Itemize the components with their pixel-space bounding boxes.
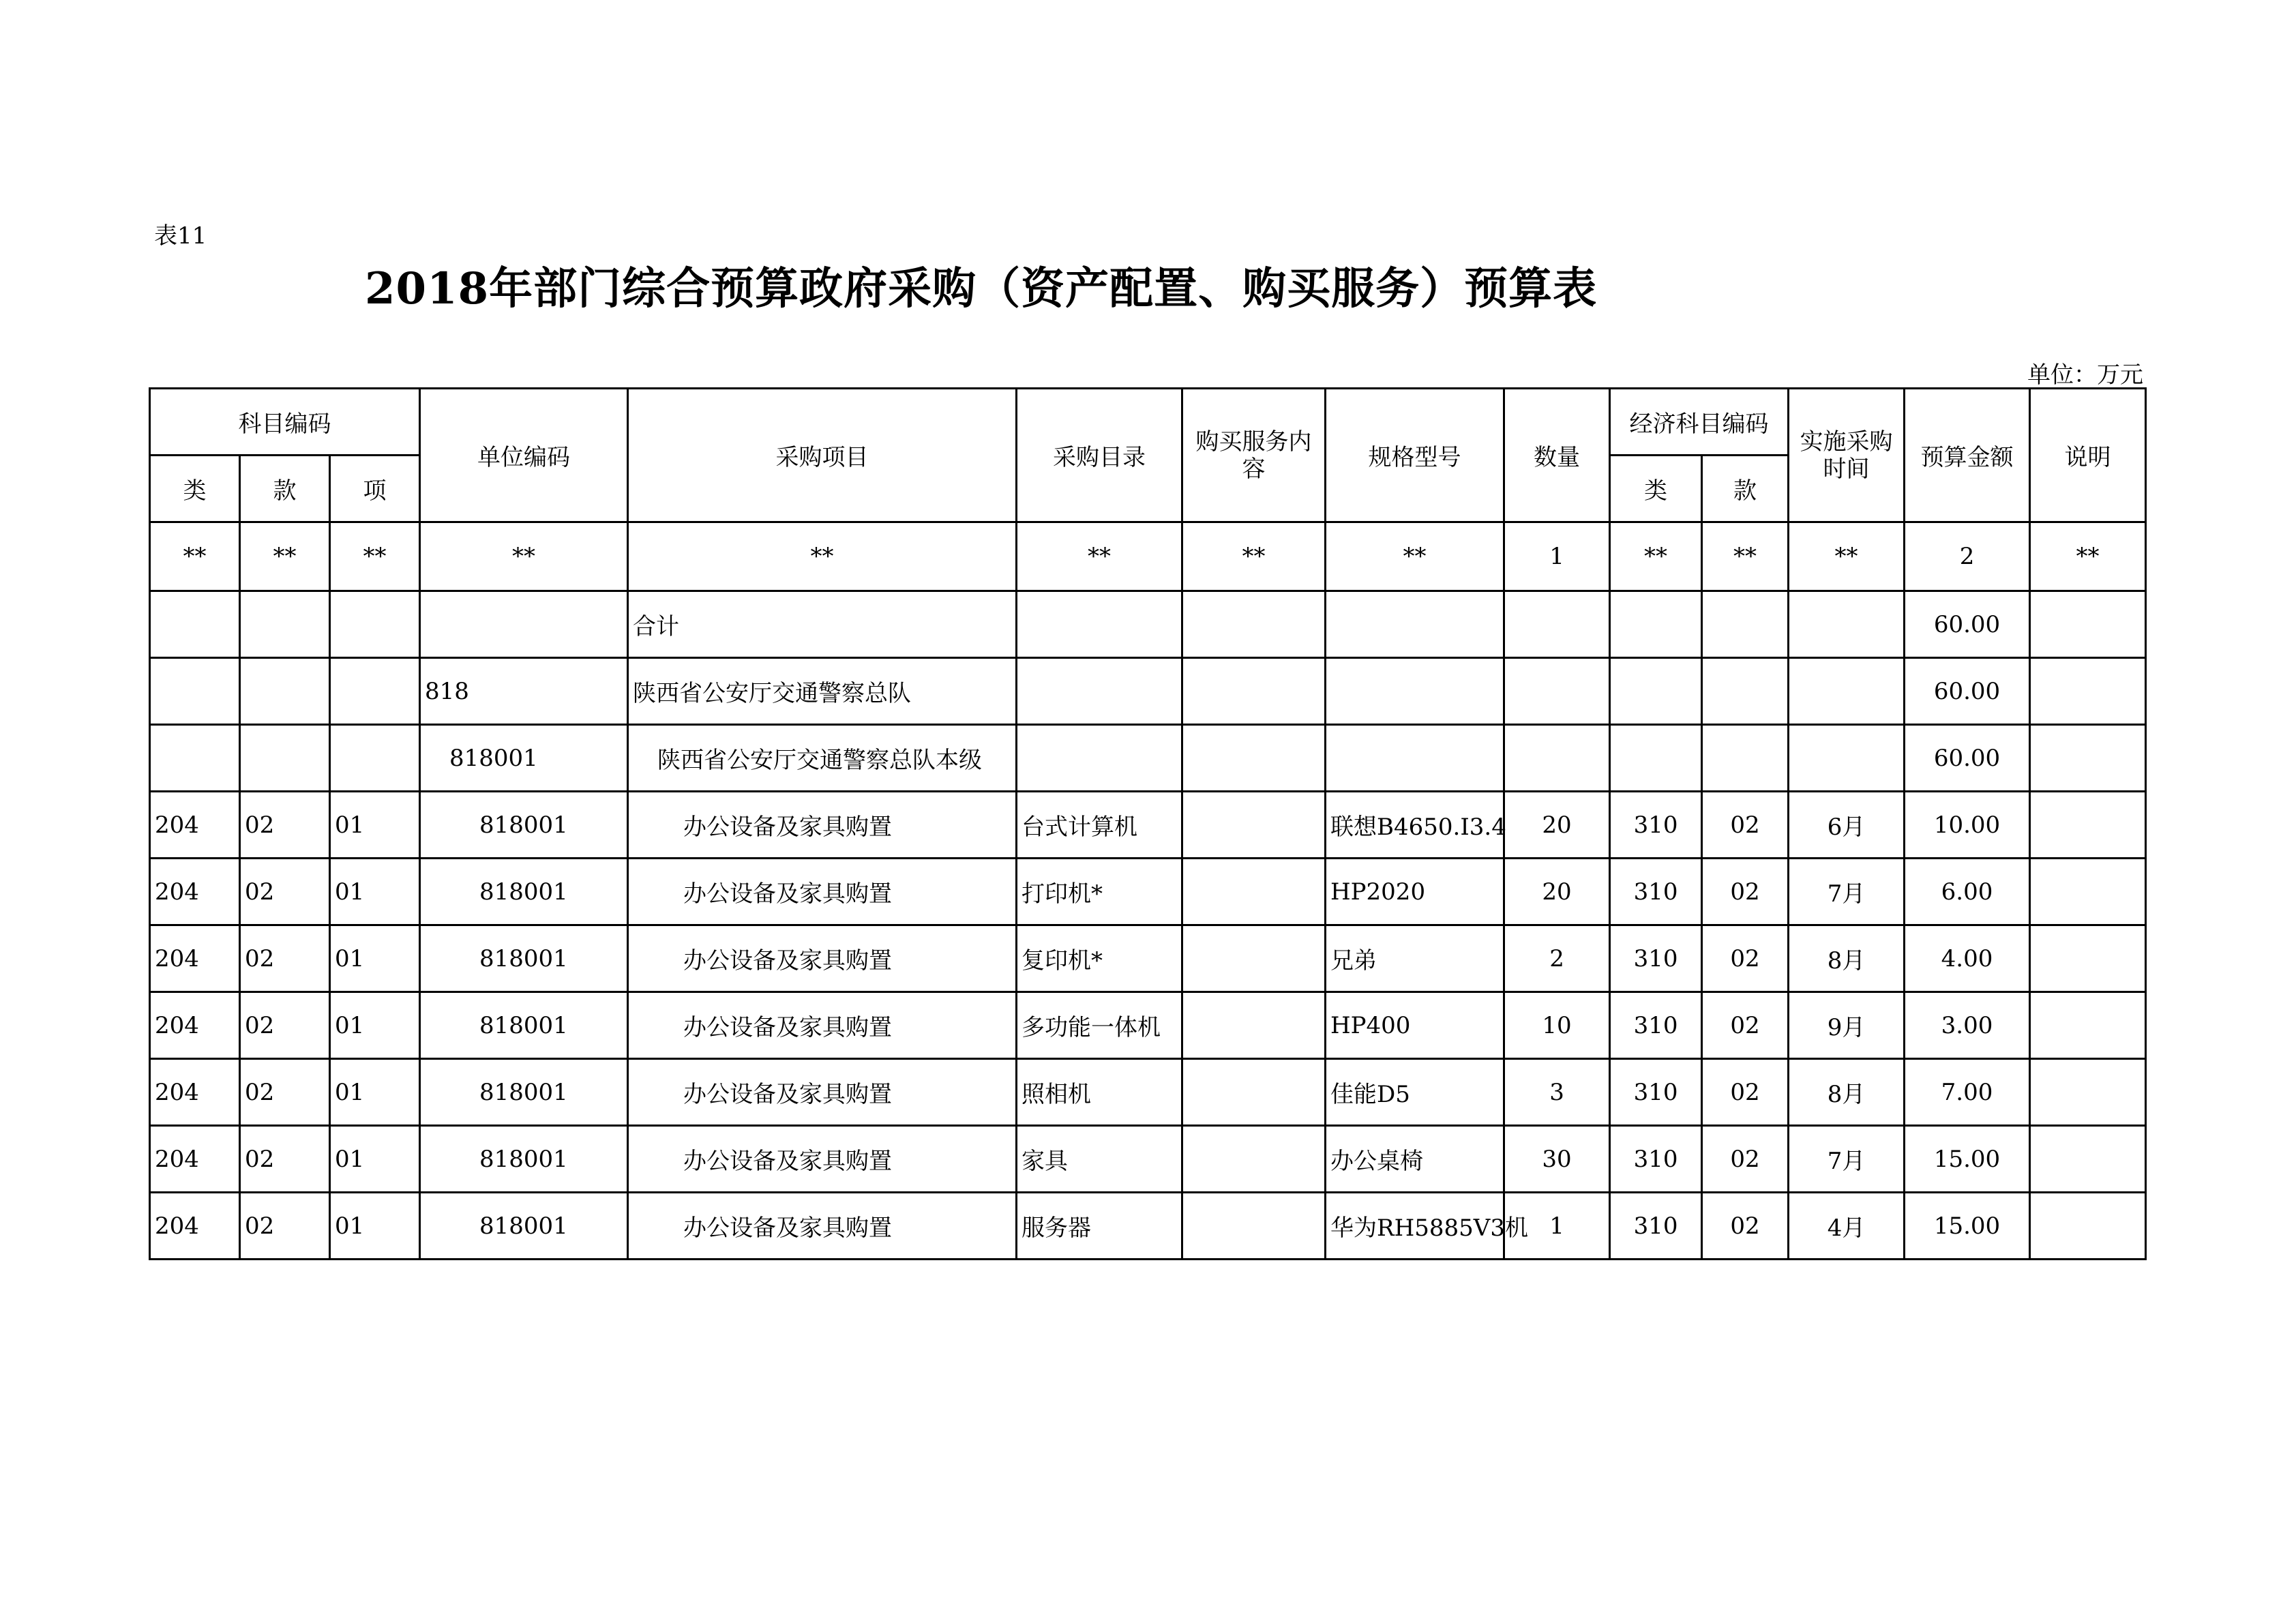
index-cell: ** (1610, 522, 1702, 591)
service-cell (1182, 992, 1326, 1059)
unit-code-cell: 818 (420, 658, 628, 725)
project-cell: 陕西省公安厅交通警察总队本级 (628, 725, 1017, 792)
header-catalog: 采购目录 (1017, 389, 1182, 522)
lei-cell: 204 (150, 992, 240, 1059)
catalog-cell: 多功能一体机 (1017, 992, 1182, 1059)
econ-kuan-cell: 02 (1702, 859, 1789, 925)
econ-kuan-cell: 02 (1702, 1126, 1789, 1193)
qty-cell: 3 (1504, 1059, 1610, 1126)
catalog-cell: 复印机* (1017, 925, 1182, 992)
header-kuan: 款 (240, 456, 330, 522)
kuan-cell: 02 (240, 1059, 330, 1126)
header-lei: 类 (150, 456, 240, 522)
kuan-cell: 02 (240, 925, 330, 992)
qty-cell: 2 (1504, 925, 1610, 992)
unit-code-cell: 818001 (420, 792, 628, 859)
index-cell: ** (1017, 522, 1182, 591)
header-econ-code: 经济科目编码 (1610, 389, 1789, 456)
lei-cell: 204 (150, 1193, 240, 1260)
header-note: 说明 (2030, 389, 2146, 522)
xiang-cell: 01 (330, 1126, 420, 1193)
econ-lei-cell: 310 (1610, 1193, 1702, 1260)
index-cell: 1 (1504, 522, 1610, 591)
amount-cell: 3.00 (1905, 992, 2030, 1059)
econ-lei-cell: 310 (1610, 859, 1702, 925)
kuan-cell: 02 (240, 1126, 330, 1193)
spec-cell: 佳能D5 (1326, 1059, 1504, 1126)
table-row (150, 1059, 2146, 1126)
header-subject-code: 科目编码 (150, 389, 420, 456)
procurement-budget-table (149, 387, 2147, 1260)
table-row (150, 992, 2146, 1059)
econ-lei-cell: 310 (1610, 925, 1702, 992)
amount-cell: 10.00 (1905, 792, 2030, 859)
service-cell (1182, 1193, 1326, 1260)
index-row (150, 522, 2146, 591)
index-cell: ** (1702, 522, 1789, 591)
header-row-1 (150, 389, 2146, 456)
table-row (150, 1126, 2146, 1193)
unit-code-cell: 818001 (420, 925, 628, 992)
unit-code-cell: 818001 (420, 1193, 628, 1260)
note-cell (2030, 792, 2146, 859)
amount-cell: 6.00 (1905, 859, 2030, 925)
note-cell (2030, 859, 2146, 925)
project-cell: 办公设备及家具购置 (628, 1059, 1017, 1126)
econ-kuan-cell: 02 (1702, 1059, 1789, 1126)
xiang-cell: 01 (330, 859, 420, 925)
spec-cell: HP2020 (1326, 859, 1504, 925)
project-cell: 办公设备及家具购置 (628, 925, 1017, 992)
amount-cell: 60.00 (1905, 591, 2030, 658)
index-cell: ** (150, 522, 240, 591)
index-cell: ** (240, 522, 330, 591)
summary-row-total (150, 591, 2146, 658)
time-cell: 9月 (1789, 992, 1905, 1059)
unit-code-cell (420, 591, 628, 658)
xiang-cell: 01 (330, 1193, 420, 1260)
table-row (150, 792, 2146, 859)
xiang-cell: 01 (330, 925, 420, 992)
amount-cell: 15.00 (1905, 1193, 2030, 1260)
econ-lei-cell: 310 (1610, 992, 1702, 1059)
amount-cell: 60.00 (1905, 725, 2030, 792)
project-cell: 办公设备及家具购置 (628, 859, 1017, 925)
table-row (150, 1193, 2146, 1260)
lei-cell: 204 (150, 1059, 240, 1126)
qty-cell: 10 (1504, 992, 1610, 1059)
econ-kuan-cell: 02 (1702, 925, 1789, 992)
econ-kuan-cell: 02 (1702, 792, 1789, 859)
index-cell: ** (1326, 522, 1504, 591)
header-project: 采购项目 (628, 389, 1017, 522)
unit-code-cell: 818001 (420, 1126, 628, 1193)
header-xiang: 项 (330, 456, 420, 522)
unit-code-cell: 818001 (420, 725, 628, 792)
catalog-cell: 台式计算机 (1017, 792, 1182, 859)
index-cell: ** (330, 522, 420, 591)
kuan-cell: 02 (240, 1193, 330, 1260)
service-cell (1182, 792, 1326, 859)
header-time: 实施采购时间 (1789, 389, 1905, 522)
spec-cell: HP400 (1326, 992, 1504, 1059)
header-spec: 规格型号 (1326, 389, 1504, 522)
econ-kuan-cell: 02 (1702, 1193, 1789, 1260)
time-cell: 6月 (1789, 792, 1905, 859)
summary-row-unit (150, 725, 2146, 792)
xiang-cell: 01 (330, 792, 420, 859)
header-amount: 预算金额 (1905, 389, 2030, 522)
xiang-cell: 01 (330, 992, 420, 1059)
header-econ-kuan: 款 (1702, 456, 1789, 522)
header-qty: 数量 (1504, 389, 1610, 522)
note-cell (2030, 1193, 2146, 1260)
qty-cell: 30 (1504, 1126, 1610, 1193)
index-cell: ** (2030, 522, 2146, 591)
service-cell (1182, 1126, 1326, 1193)
service-cell (1182, 925, 1326, 992)
catalog-cell: 打印机* (1017, 859, 1182, 925)
spec-cell: 联想B4650.I3.4 (1326, 792, 1504, 859)
service-cell (1182, 859, 1326, 925)
header-econ-lei: 类 (1610, 456, 1702, 522)
lei-cell: 204 (150, 859, 240, 925)
table-row (150, 925, 2146, 992)
amount-cell: 15.00 (1905, 1126, 2030, 1193)
lei-cell: 204 (150, 925, 240, 992)
time-cell: 7月 (1789, 1126, 1905, 1193)
amount-cell: 4.00 (1905, 925, 2030, 992)
spec-cell: 办公桌椅 (1326, 1126, 1504, 1193)
kuan-cell: 02 (240, 992, 330, 1059)
time-cell: 7月 (1789, 859, 1905, 925)
econ-lei-cell: 310 (1610, 1059, 1702, 1126)
qty-cell: 20 (1504, 859, 1610, 925)
note-cell (2030, 1059, 2146, 1126)
project-cell: 办公设备及家具购置 (628, 1193, 1017, 1260)
catalog-cell: 服务器 (1017, 1193, 1182, 1260)
project-cell: 办公设备及家具购置 (628, 992, 1017, 1059)
amount-cell: 7.00 (1905, 1059, 2030, 1126)
document-title: 2018年部门综合预算政府采购（资产配置、购买服务）预算表 (365, 263, 1598, 314)
summary-row-department (150, 658, 2146, 725)
unit-code-cell: 818001 (420, 992, 628, 1059)
service-cell (1182, 1059, 1326, 1126)
catalog-cell: 照相机 (1017, 1059, 1182, 1126)
unit-note: 单位：万元 (2027, 361, 2143, 389)
lei-cell: 204 (150, 792, 240, 859)
unit-code-cell: 818001 (420, 1059, 628, 1126)
amount-cell: 60.00 (1905, 658, 2030, 725)
spec-cell: 兄弟 (1326, 925, 1504, 992)
header-service: 购买服务内容 (1182, 389, 1326, 522)
econ-kuan-cell: 02 (1702, 992, 1789, 1059)
kuan-cell: 02 (240, 859, 330, 925)
header-unit-code: 单位编码 (420, 389, 628, 522)
project-cell: 办公设备及家具购置 (628, 792, 1017, 859)
project-cell: 办公设备及家具购置 (628, 1126, 1017, 1193)
time-cell: 4月 (1789, 1193, 1905, 1260)
econ-lei-cell: 310 (1610, 1126, 1702, 1193)
spec-cell: 华为RH5885V3机 (1326, 1193, 1504, 1260)
kuan-cell: 02 (240, 792, 330, 859)
xiang-cell: 01 (330, 1059, 420, 1126)
project-cell: 合计 (628, 591, 1017, 658)
table-id: 表11 (154, 222, 207, 250)
index-cell: 2 (1905, 522, 2030, 591)
catalog-cell: 家具 (1017, 1126, 1182, 1193)
note-cell (2030, 925, 2146, 992)
project-cell: 陕西省公安厅交通警察总队 (628, 658, 1017, 725)
table-row (150, 859, 2146, 925)
qty-cell: 1 (1504, 1193, 1610, 1260)
note-cell (2030, 1126, 2146, 1193)
time-cell: 8月 (1789, 925, 1905, 992)
qty-cell: 20 (1504, 792, 1610, 859)
econ-lei-cell: 310 (1610, 792, 1702, 859)
note-cell (2030, 992, 2146, 1059)
time-cell: 8月 (1789, 1059, 1905, 1126)
index-cell: ** (420, 522, 628, 591)
unit-code-cell: 818001 (420, 859, 628, 925)
index-cell: ** (1182, 522, 1326, 591)
index-cell: ** (628, 522, 1017, 591)
index-cell: ** (1789, 522, 1905, 591)
lei-cell: 204 (150, 1126, 240, 1193)
